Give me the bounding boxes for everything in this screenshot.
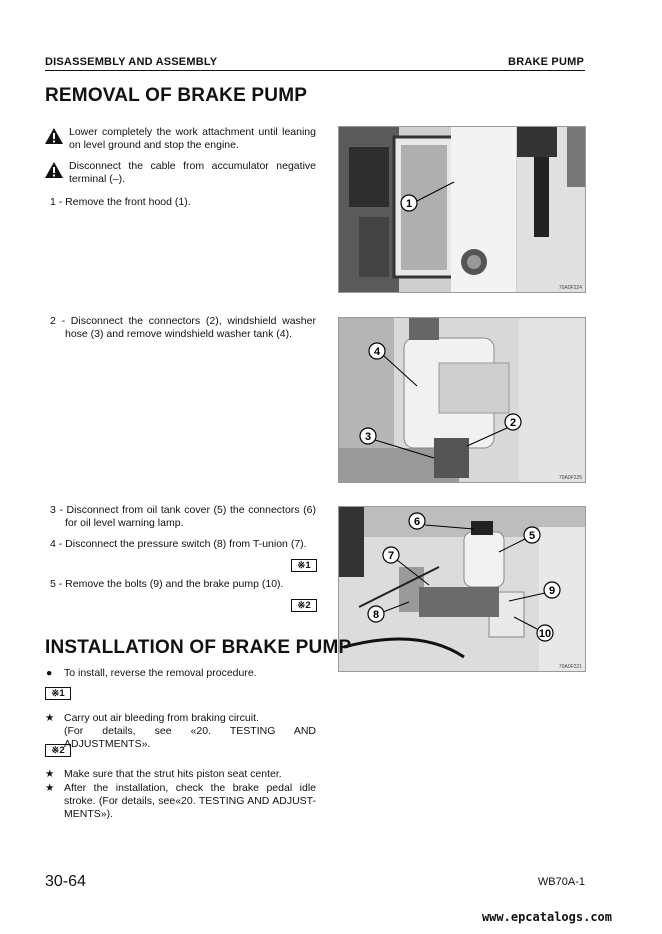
photo1-code: 70A0F224: [558, 285, 582, 291]
installation-title: INSTALLATION OF BRAKE PUMP: [45, 637, 352, 658]
bullet-dot: ●: [46, 667, 53, 679]
installation-note-1-line-1: Carry out air bleeding from braking circuit.: [64, 712, 259, 724]
watermark-url[interactable]: www.epcatalogs.com: [481, 910, 612, 924]
step-5: 5 - Remove the bolts (9) and the brake pump (10).: [50, 578, 284, 590]
reference-mark-1: ※1: [291, 559, 317, 572]
warning-icon: [44, 161, 64, 179]
step-2: 2 - Disconnect the connectors (2), windshield washer hose (3) and remove windshield washer tank (4).: [50, 315, 316, 340]
warning-text-1: Lower completely the work attachment until leaning on level ground and stop the engine.: [69, 126, 316, 151]
photo3-callout-6: 6: [413, 516, 421, 528]
photo3-code: 70A0F221: [558, 664, 582, 670]
photo2-code: 70A0F225: [558, 475, 582, 481]
photo3-callout-8: 8: [372, 609, 380, 621]
photo-front-hood: [338, 126, 586, 293]
installation-note-2: Make sure that the strut hits piston seat center.: [64, 768, 282, 780]
installation-intro: To install, reverse the removal procedure.: [64, 667, 257, 679]
warning-icon: [44, 127, 64, 145]
header-section-title: DISASSEMBLY AND ASSEMBLY: [45, 56, 218, 68]
header-rule: [45, 70, 585, 71]
photo3-callout-10: 10: [538, 628, 552, 640]
photo-brake-pump: [338, 506, 586, 672]
photo2-callout-2: 2: [509, 417, 517, 429]
photo1-callout-1: 1: [405, 198, 413, 210]
step-4: 4 - Disconnect the pressure switch (8) from T-union (7).: [50, 538, 307, 550]
header-topic: BRAKE PUMP: [508, 56, 584, 68]
photo3-callout-9: 9: [548, 585, 556, 597]
star-icon: ★: [45, 768, 55, 780]
removal-title: REMOVAL OF BRAKE PUMP: [45, 85, 308, 106]
installation-note-3: After the installation, check the brake pedal idle stroke. (For details, see«20. TESTING AND ADJUST-MENTS»).: [64, 782, 316, 820]
photo3-callout-5: 5: [528, 530, 536, 542]
warning-text-2: Disconnect the cable from accumulator negative terminal (–).: [69, 160, 316, 185]
photo-washer-tank: [338, 317, 586, 483]
installation-note-1-line-2: (For details, see «20. TESTING AND ADJUSTMENTS».: [64, 725, 316, 750]
star-icon: ★: [45, 712, 55, 724]
model-code: WB70A-1: [537, 876, 585, 888]
photo2-callout-3: 3: [364, 431, 372, 443]
step-1: 1 - Remove the front hood (1).: [50, 196, 191, 208]
star-icon: ★: [45, 782, 55, 794]
installation-mark-2: ※2: [45, 744, 71, 757]
page-number: 30-64: [45, 873, 86, 890]
photo3-callout-7: 7: [387, 550, 395, 562]
installation-mark-1: ※1: [45, 687, 71, 700]
photo2-callout-4: 4: [373, 346, 381, 358]
step-3: 3 - Disconnect from oil tank cover (5) the connectors (6) for oil level warning lamp.: [50, 504, 316, 529]
reference-mark-2: ※2: [291, 599, 317, 612]
